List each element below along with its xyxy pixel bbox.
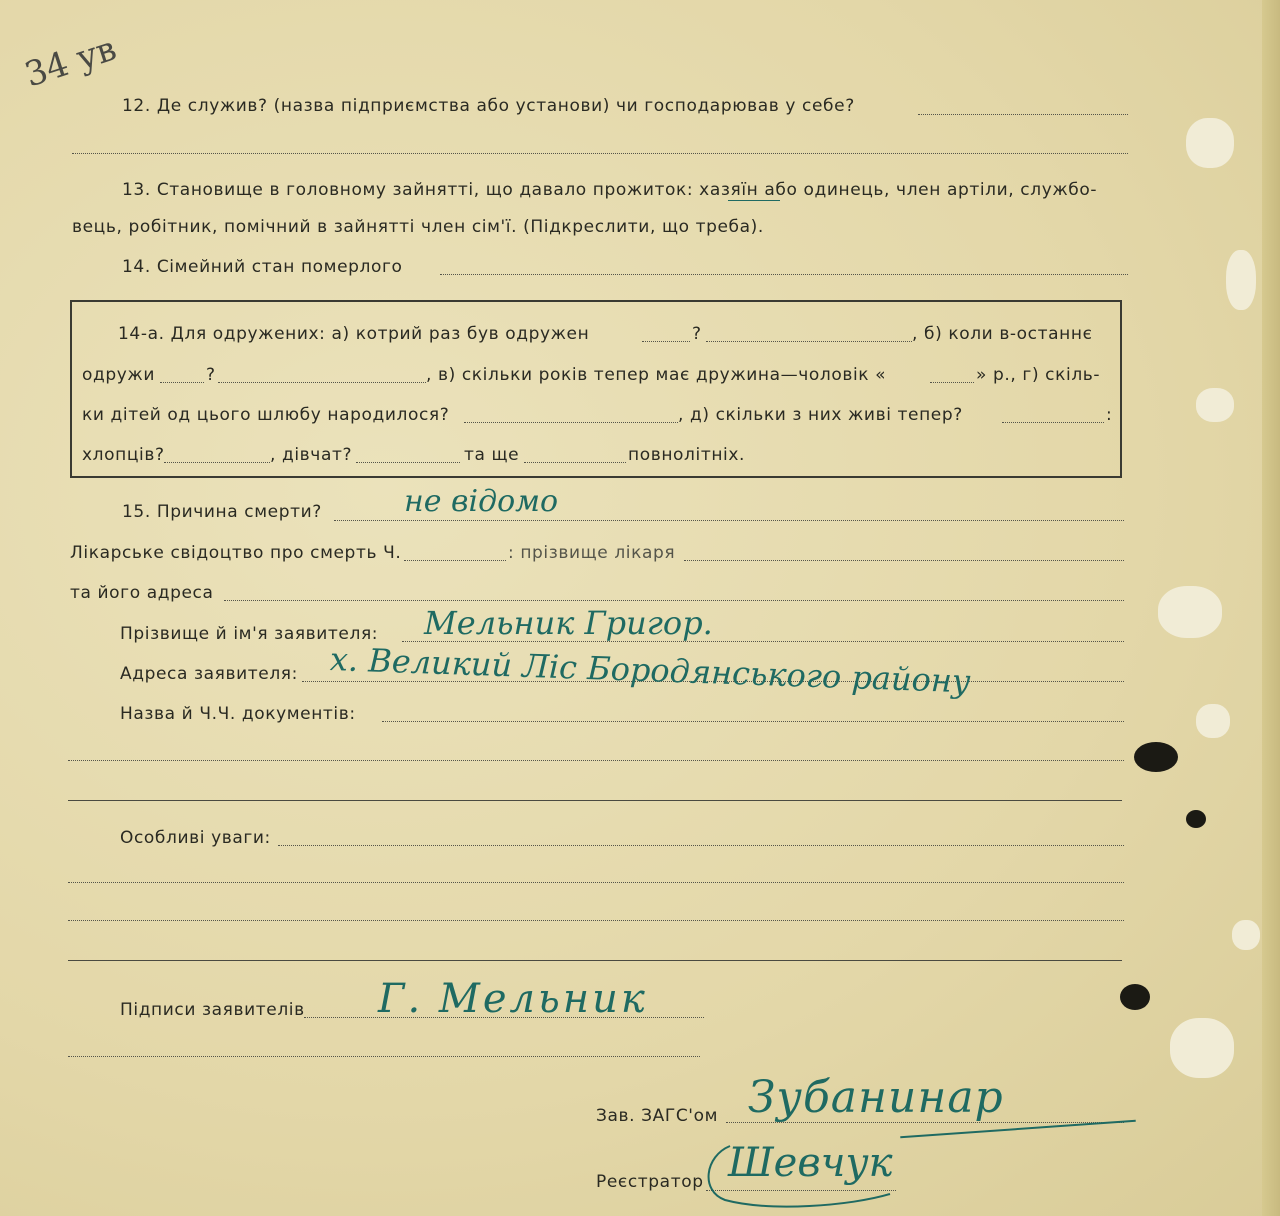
q14a-line-2-b: , в) скільки років тепер має дружина—чоловік «	[426, 365, 887, 385]
paper-tear	[1196, 704, 1230, 738]
paper-hole	[1186, 810, 1206, 828]
paper-tear	[1196, 388, 1234, 422]
q14a-line-2: одружи	[82, 365, 155, 385]
right-edge-shadow	[1262, 0, 1280, 1216]
question-14-label: 14. Сімейний стан померлого	[122, 257, 403, 277]
applicant-address-value: х. Великий Ліс Бородянського району	[329, 640, 972, 701]
question-12-label: 12. Де служив? (назва підприємства або установи) чи господарював у себе?	[122, 96, 855, 116]
question-15-label: 15. Причина смерти?	[122, 502, 322, 522]
q14a-line-4-b: , дівчат?	[270, 445, 353, 465]
notes-label: Особливі уваги:	[120, 828, 271, 848]
q14a-blank-10	[524, 462, 626, 463]
signatures-line-2	[68, 1056, 700, 1057]
q14a-blank-7	[1002, 422, 1104, 423]
applicant-address-label: Адреса заявителя:	[120, 664, 298, 684]
registrar-label: Реєстратор	[596, 1172, 704, 1192]
notes-line-3	[68, 920, 1124, 921]
applicant-name-label: Прізвище й ім'я заявителя:	[120, 624, 379, 644]
applicant-signature: Г. Мельник	[378, 976, 648, 1022]
registrar-signature: Шевчук	[728, 1140, 893, 1186]
doctor-certificate-label: Лікарське свідоцтво про смерть Ч.	[70, 543, 402, 563]
corner-page-number: 34 ув	[20, 28, 122, 96]
q14a-line-1: 14-а. Для одружених: а) котрий раз був одружен	[118, 324, 590, 344]
doctor-certificate-line	[404, 560, 506, 561]
q14a-qmark-1: ?	[692, 324, 702, 344]
question-12-answer-line-2	[72, 153, 1128, 154]
notes-line-2	[68, 882, 1124, 883]
documents-line	[382, 721, 1124, 722]
q14a-line-4: хлопців?	[82, 445, 165, 465]
doctor-address-label: та його адреса	[70, 583, 214, 603]
doctor-name-label: : прізвище лікаря	[508, 543, 676, 563]
q14a-blank-3	[160, 382, 204, 383]
q14a-blank-9	[356, 462, 460, 463]
q14a-line-4-c: та ще	[464, 445, 520, 465]
paper-hole	[1134, 742, 1178, 772]
notes-line-1	[278, 845, 1124, 846]
documents-label: Назва й Ч.Ч. документів:	[120, 704, 356, 724]
q14a-blank-5	[930, 382, 974, 383]
head-label: Зав. ЗАГС'ом	[596, 1106, 719, 1126]
question-14-answer-line	[440, 274, 1128, 275]
q14a-line-2-c: » р., г) скіль-	[976, 365, 1101, 385]
signatures-label: Підписи заявителів	[120, 1000, 305, 1020]
doctor-name-line	[684, 560, 1124, 561]
paper-tear	[1170, 1018, 1234, 1078]
underline-mark	[728, 200, 780, 201]
q14a-line-3: ки дітей од цього шлюбу народилося?	[82, 405, 450, 425]
registrar-signature-flourish	[700, 1136, 900, 1212]
q14a-qmark-2: ?	[206, 365, 216, 385]
paper-tear	[1232, 920, 1260, 950]
question-13-label-cont: вець, робітник, помічний в зайнятті член сім'ї. (Підкреслити, що треба).	[72, 217, 764, 237]
paper-tear	[1226, 250, 1256, 310]
q14a-blank-2	[706, 341, 912, 342]
head-signature: Зубанинар	[748, 1072, 1004, 1123]
paper-tear	[1186, 118, 1234, 168]
q14a-blank-1	[642, 341, 690, 342]
doctor-address-line	[224, 600, 1124, 601]
q14a-line-3-c: :	[1106, 405, 1113, 425]
paper-tear	[1158, 586, 1222, 638]
paper-hole	[1120, 984, 1150, 1010]
q14a-blank-4	[218, 382, 426, 383]
cause-of-death-answer: не відомо	[404, 484, 559, 519]
q14a-line-3-b: , д) скільки з них живі тепер?	[678, 405, 963, 425]
q14a-blank-8	[164, 462, 270, 463]
section-divider-1	[68, 800, 1122, 801]
q14a-blank-6	[464, 422, 678, 423]
q14a-line-4-d: повнолітніх.	[628, 445, 746, 465]
question-15-answer-line	[334, 520, 1124, 521]
question-13-label: 13. Становище в головному зайнятті, що давало прожиток: хазяїн або одинець, член артіли, службо-	[122, 180, 1098, 200]
q14a-line-1-b: , б) коли в-останнє	[912, 324, 1093, 344]
applicant-name-value: Мельник Григор.	[424, 604, 713, 642]
question-12-answer-line	[918, 114, 1128, 115]
documents-line-2	[68, 760, 1124, 761]
section-divider-2	[68, 960, 1122, 961]
